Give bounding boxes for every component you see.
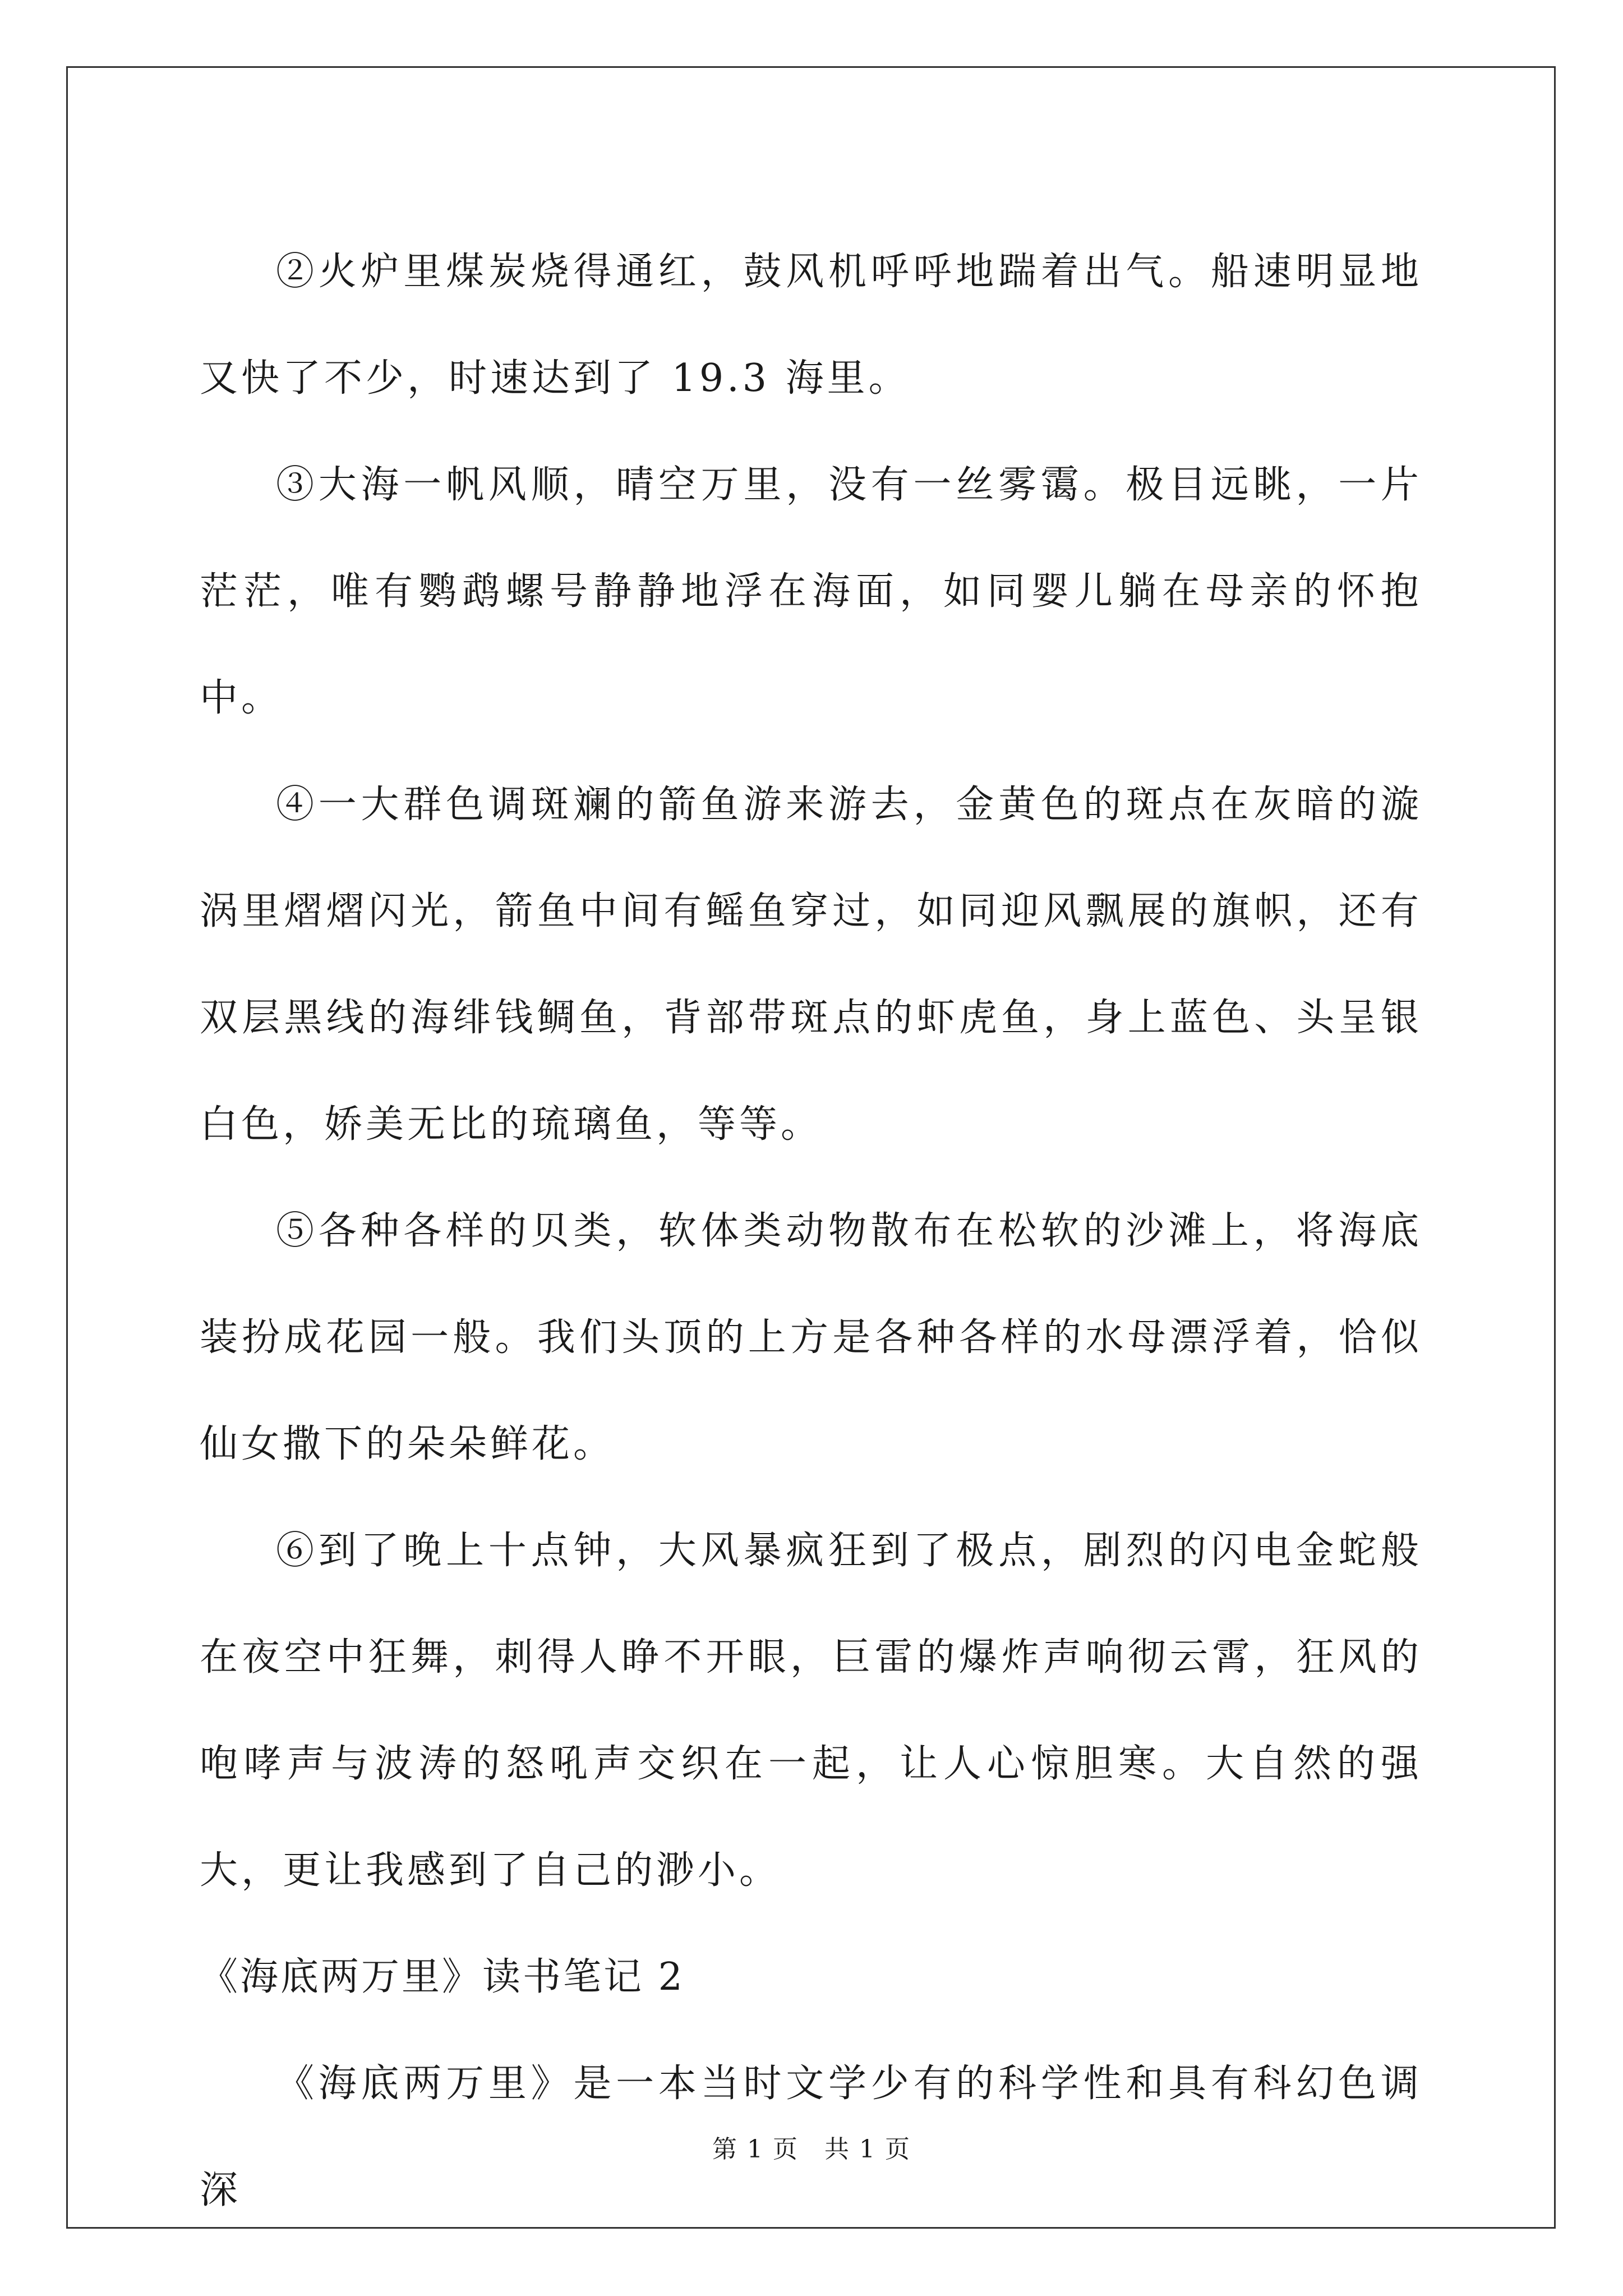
- paragraph-3: ③大海一帆风顺，晴空万里，没有一丝雾霭。极目远眺，一片茫茫，唯有鹦鹉螺号静静地浮在海面，如同婴儿躺在母亲的怀抱中。: [200, 463, 1422, 720]
- section-title: 《海底两万里》读书笔记 2: [200, 1955, 685, 1999]
- page-number: 第 1 页: [712, 2135, 799, 2164]
- paragraph-4: ④一大群色调斑斓的箭鱼游来游去，金黄色的斑点在灰暗的漩涡里熠熠闪光，箭鱼中间有鳐鱼穿过，如同迎风飘展的旗帜，还有双层黑线的海绯钱鲷鱼，背部带斑点的虾虎鱼，身上蓝色、头呈银白色，娇美无比的琉璃鱼，等等。: [200, 783, 1422, 1147]
- page-footer: [0, 2129, 1623, 2165]
- paragraph-5: ⑤各种各样的贝类，软体类动物散布在松软的沙滩上，将海底装扮成花园一般。我们头顶的上方是各种各样的水母漂浮着，恰似仙女撒下的朵朵鲜花。: [200, 1209, 1422, 1466]
- section-paragraph: 《海底两万里》是一本当时文学少有的科学性和具有科幻色调深: [200, 2062, 1422, 2212]
- page-total: 共 1 页: [824, 2135, 911, 2164]
- paragraph-2: ②火炉里煤炭烧得通红，鼓风机呼呼地踹着出气。船速明显地又快了不少，时速达到了 19.3 海里。: [200, 250, 1422, 401]
- paragraph-6: ⑥到了晚上十点钟，大风暴疯狂到了极点，剧烈的闪电金蛇般在夜空中狂舞，刺得人睁不开眼，巨雷的爆炸声响彻云霄，狂风的咆哮声与波涛的怒吼声交织在一起，让人心惊胆寒。大自然的强大，更让我感到了自己的渺小。: [200, 1529, 1422, 1893]
- document-body: [200, 219, 1422, 2244]
